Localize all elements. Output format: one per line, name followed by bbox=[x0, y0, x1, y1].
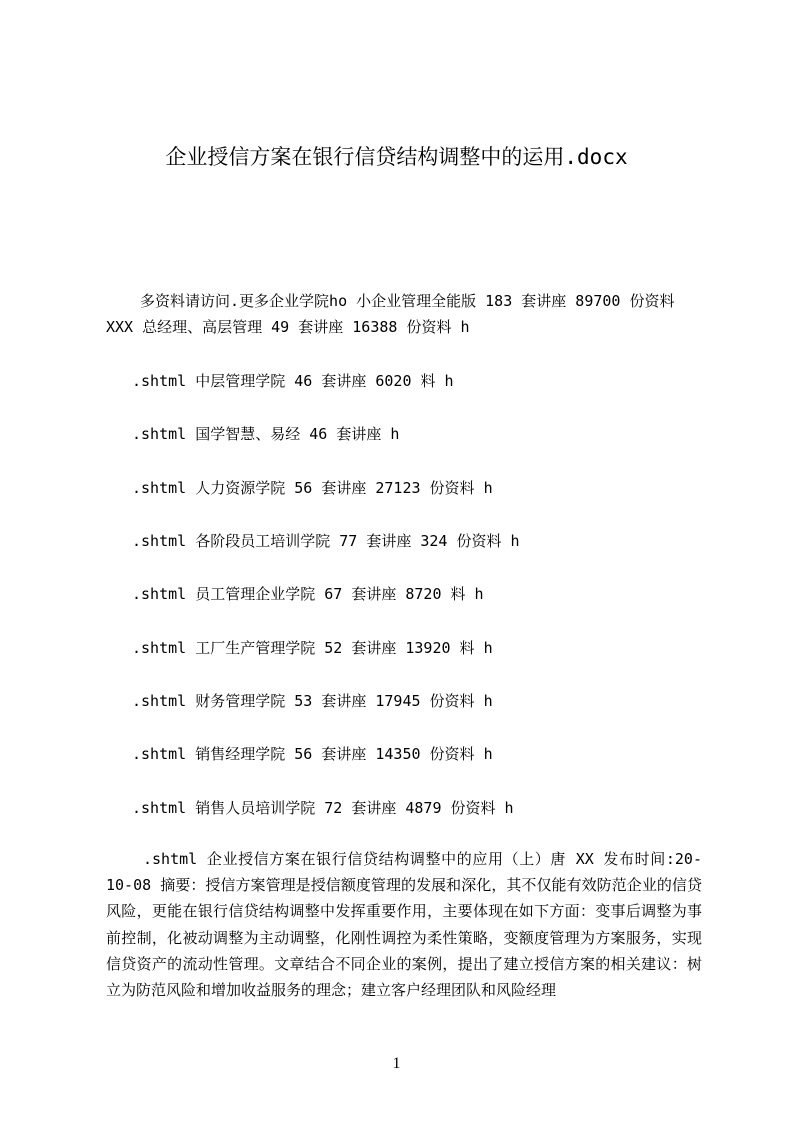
list-item: .shtml 销售人员培训学院 72 套讲座 4879 份资料 h bbox=[132, 799, 514, 817]
list-item: .shtml 销售经理学院 56 套讲座 14350 份资料 h bbox=[132, 745, 493, 763]
list-item: .shtml 国学智慧、易经 46 套讲座 h bbox=[132, 425, 400, 443]
list-item: .shtml 中层管理学院 46 套讲座 6020 料 h bbox=[132, 372, 454, 390]
list-item: .shtml 员工管理企业学院 67 套讲座 8720 料 h bbox=[132, 585, 484, 603]
list-item: .shtml 财务管理学院 53 套讲座 17945 份资料 h bbox=[132, 692, 493, 710]
page-number: 1 bbox=[392, 1055, 401, 1072]
list-item: .shtml 人力资源学院 56 套讲座 27123 份资料 h bbox=[132, 479, 493, 497]
list-item: .shtml 各阶段员工培训学院 77 套讲座 324 份资料 h bbox=[132, 532, 520, 550]
list-item: .shtml 工厂生产管理学院 52 套讲座 13920 料 h bbox=[132, 639, 493, 657]
intro-paragraph: 多资料请访问.更多企业学院ho 小企业管理全能版 183 套讲座 89700 份资料 XXX 总经理、高层管理 49 套讲座 16388 份资料 h bbox=[106, 292, 675, 336]
document-title: 企业授信方案在银行信贷结构调整中的运用.docx bbox=[165, 145, 628, 169]
body-paragraph: .shtml 企业授信方案在银行信贷结构调整中的应用（上）唐 XX 发布时间:20-10-08 摘要：授信方案管理是授信额度管理的发展和深化，其不仅能有效防范企业的信贷风险，更能在银行信贷结构调整中发挥重要作用，主要体现在如下方面：变事后调整为事前控制，化被动调整为主动调整，化刚性调控为柔性策略，变额度管理为方案服务，实现信贷资产的流动性管理。文章结合不同企业的案例，提出了建立授信方案的相关建议：树立为防范风险和增加收益服务的理念；建立客户经理团队和风险经理 bbox=[106, 850, 702, 1000]
